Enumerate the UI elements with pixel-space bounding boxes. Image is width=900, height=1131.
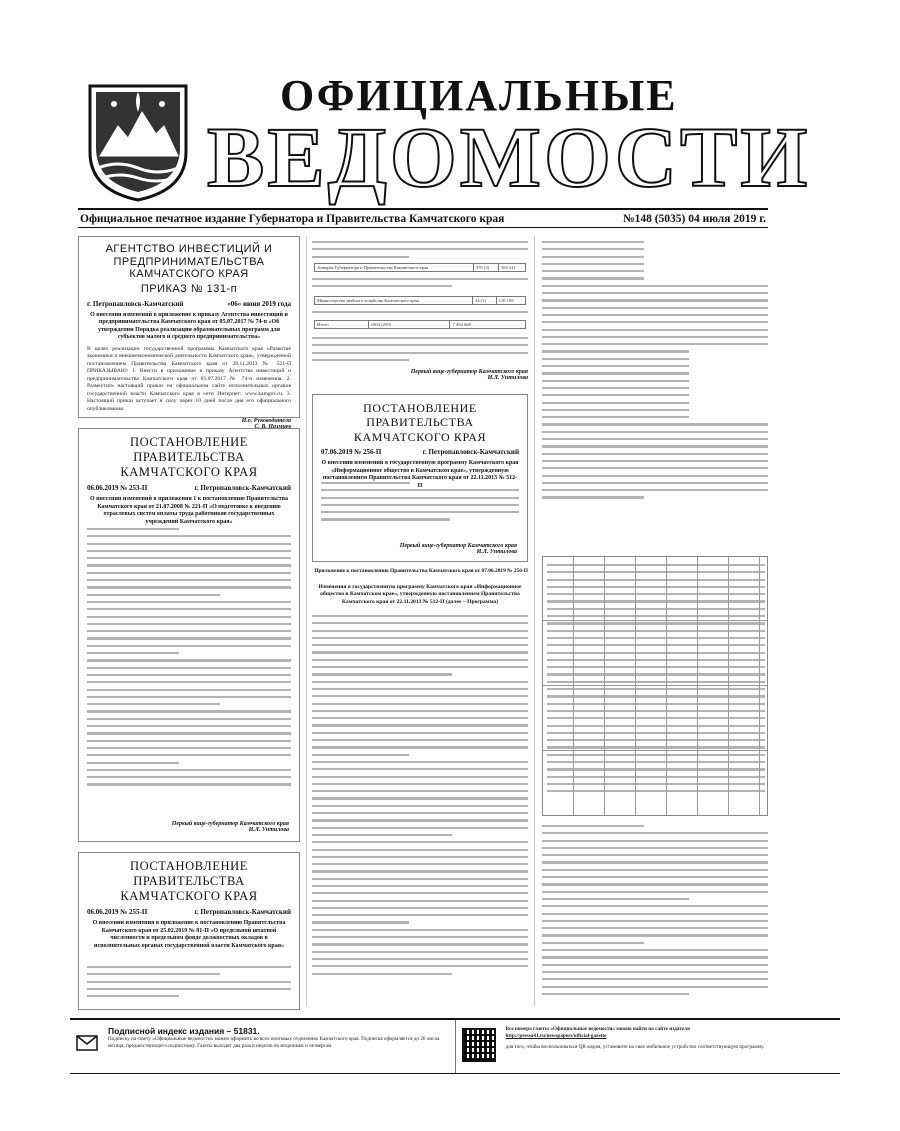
resolution-lead: О внесении изменений в приложения 1 к постановлению Правительства Камчатского края от 21.07.2008 № 221-П «О подготовке к введению отраслевых систем оплаты труда работников государственных учреждений Камчатского края» [90, 496, 288, 525]
signature-name: И.Л. Унтилова [487, 375, 528, 381]
appendix-note: Приложение к постановлению Правительства Камчатского края от 07.06.2019 № 256-П [314, 568, 528, 574]
resolution-signature [172, 821, 289, 833]
column-divider [534, 236, 535, 1006]
resolution-number: 06.06.2019 № 253-П [87, 484, 148, 492]
program-table [542, 556, 768, 816]
staffing-table [314, 263, 526, 272]
signature-title: Первый вице-губернатор Камчатского края [399, 543, 517, 549]
continued-text [312, 238, 528, 260]
resolution-city: г. Петропавловск-Камчатский [194, 484, 291, 492]
column-divider [306, 236, 307, 1006]
order-lead: О внесении изменений в приложение к приказу Агентства инвестиций и предпринимательства Камчатского края от 05.07.2017 № 74-п «Об утверждении Порядка реализации образовательных программ для субъектов малого и среднего предпринимательства» [90, 311, 288, 341]
masthead [70, 68, 840, 208]
website-block [455, 1020, 841, 1073]
order-date: «06» июня 2019 года [227, 299, 291, 308]
qr-code-icon[interactable] [462, 1028, 496, 1062]
masthead-subbar [78, 208, 768, 228]
masthead-title-top: ОФИЦИАЛЬНЫЕ [280, 71, 678, 120]
subscription-block [70, 1020, 455, 1073]
order-number: ПРИКАЗ № 131-п [140, 282, 238, 295]
website-link[interactable]: http://pressa41.ru/newspapers/official-gazette [505, 1033, 607, 1040]
article-resolution-255 [78, 852, 300, 1010]
resolution-body-text [87, 525, 291, 807]
resolution-heading: ПОСТАНОВЛЕНИЕ ПРАВИТЕЛЬСТВА КАМЧАТСКОГО КРАЯ [120, 435, 258, 479]
masthead-title-main: ВЕДОМОСТИ [207, 109, 811, 205]
resolution-heading: ПОСТАНОВЛЕНИЕ ПРАВИТЕЛЬСТВА КАМЧАТСКОГО КРАЯ [120, 859, 258, 903]
resolution-number: 07.06.2019 № 256-П [321, 448, 382, 457]
article-resolution-253 [78, 428, 300, 842]
resolution-lead: О внесении изменения в приложение к постановлению Правительства Камчатского края от 25.02.2019 № 81-П «О предельной штатной численности и предельном фонде должностных окладов в исполнительных органах государственной власти Камчатского края» [92, 920, 286, 949]
resolution-lead: О внесении изменений в государственную программу Камчатского края «Информационное общество в Камчатском крае», утвержденную постановлением Правительства Камчатского края от 22.11.2013 № 512-П [321, 460, 519, 489]
changes-title: Изменения в государственную программу Камчатского края «Информационное общество в Камчатском крае», утвержденную постановлением Правительства Камчатского края от 22.11.2013 № 512-П (далее – Программа) [318, 584, 522, 605]
resolution-city: г. Петропавловск-Камчатский [194, 908, 291, 916]
staffing-table [314, 296, 526, 305]
article-agency-order [78, 236, 300, 425]
table-row: Министерство рыбного хозяйства Камчатского края 14 (1) 110 108 [315, 297, 526, 305]
resolution-signature [400, 543, 517, 555]
website-text: для того, чтобы воспользоваться QR кодом, установите на свое мобильное устройство соответствующую программу. [505, 1044, 765, 1051]
resolution-body-text [87, 963, 291, 1005]
order-body: В целях реализации государственной программы Камчатского края «Развитие экономики и внешнеэкономической деятельности Камчатского края», утвержденной постановлением Правительства Камчатского края от 29.11.2013 № 521-П ПРИКАЗЫВАЮ: 1. Внести в приложение к приказу Агентства инвестиций и предпринимательства Камчатского края от 05.07.2017 № 74-п изменения. 2. Разместить настоящий приказ на официальном сайте исполнительных органов государственной власти Камчатского края в сети Интернет: www.kamgov.ru. 3. Настоящий приказ вступает в силу через 10 дней после дня его официального опубликования. [87, 345, 291, 412]
signature-name: И.Л. Унтилова [248, 827, 289, 833]
continued-text [312, 334, 528, 364]
signature-name: И.Л. Унтилова [476, 549, 517, 555]
continued-text [312, 275, 528, 295]
resolution-body-text [321, 479, 519, 529]
resolution-number: 06.06.2019 № 255-П [87, 908, 148, 916]
kamchatka-coat-of-arms-icon [84, 82, 192, 202]
subscription-index: Подписной индекс издания – 51831. [108, 1026, 260, 1036]
resolution-city: г. Петропавловск-Камчатский [422, 448, 519, 457]
signature-title: Первый вице-губернатор Камчатского края [410, 369, 528, 375]
issue-number: №148 (5035) 04 июля 2019 г. [623, 212, 766, 225]
staffing-table [314, 320, 526, 329]
mail-envelope-icon [76, 1032, 98, 1054]
table-row: Аппарат Губернатора и Правительства Камчатского края 370 (3) 565 411 [315, 264, 526, 272]
website-title: Все номера газеты «Официальные ведомости» можно найти на сайте издателя [505, 1026, 690, 1032]
publication-subtitle: Официальное печатное издание Губернатора и Правительства Камчатского края [80, 212, 505, 225]
subscription-text: Подписку на газету «Официальные ведомости» можно оформить во всех почтовых отделениях Камчатского края. Подписка оформляется до 26 числа месяца, предшествующего подписному. Газеты выходят два раза в неделю по вторникам и четвергам. [108, 1036, 440, 1050]
right-body-text [542, 238, 768, 548]
signature-title: Первый вице-губернатор Камчатского края [171, 821, 289, 827]
signature-title: И.о. Руководителя [241, 418, 291, 425]
continued-text [312, 308, 528, 320]
mid-signature [312, 369, 528, 381]
resolution-heading: ПОСТАНОВЛЕНИЕ ПРАВИТЕЛЬСТВА КАМЧАТСКОГО КРАЯ [353, 401, 487, 444]
agency-name: АГЕНТСТВО ИНВЕСТИЦИЙ И ПРЕДПРИНИМАТЕЛЬСТВА КАМЧАТСКОГО КРАЯ [105, 243, 273, 281]
table-row: Итого 1004 (250) 7 494 668 [315, 321, 526, 329]
right-lower-text [542, 822, 768, 1012]
order-city: г. Петропавловск-Камчатский [87, 299, 184, 308]
changes-body-text [312, 612, 528, 1010]
article-resolution-256 [312, 394, 528, 562]
footer [70, 1018, 840, 1074]
